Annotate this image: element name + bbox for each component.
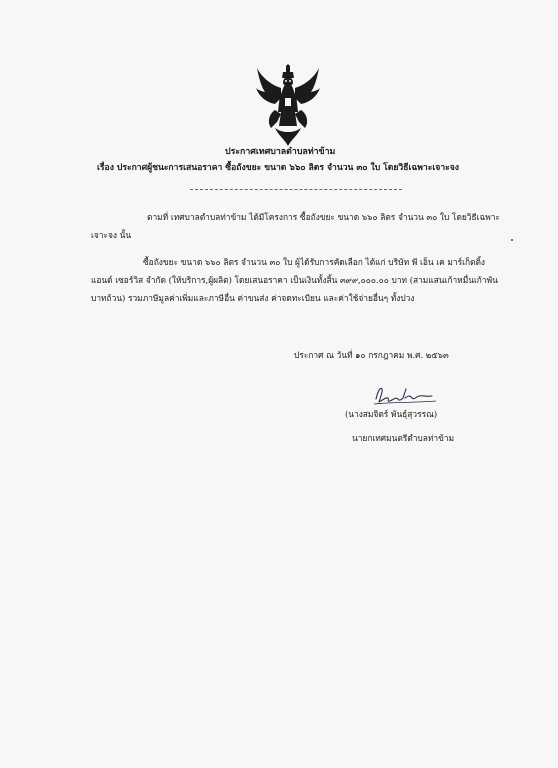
scan-speck: [511, 239, 513, 241]
announcement-org-title: ประกาศเทศบาลตำบลท่าข้าม: [225, 147, 336, 157]
announcement-subject: เรื่อง ประกาศผู้ชนะการเสนอราคา ซื้อถังขยะ ขนาด ๖๖๐ ลิตร จำนวน ๓๐ ใบ โดยวิธีเฉพาะเจาะจง: [97, 163, 459, 173]
body-para2-line2: แอนด์ เซอร์วิส จำกัด (ให้บริการ,ผู้ผลิต) โดยเสนอราคา เป็นเงินทั้งสิ้น ๓๙๙,๐๐๐.๐๐ บาท (สามแสนเก้าหมื่นเก้าพัน: [91, 275, 498, 285]
signer-position: นายกเทศมนตรีตำบลท่าข้าม: [352, 433, 455, 443]
body-para1-line2: เจาะจง นั้น: [91, 230, 132, 240]
garuda-emblem-icon: [255, 64, 321, 146]
body-para2-line1: ซื้อถังขยะ ขนาด ๖๖๐ ลิตร จำนวน ๓๐ ใบ ผู้ได้รับการคัดเลือก ได้แก่ บริษัท พี เอ็น เค มาร์เก็ตติ้ง: [143, 257, 486, 267]
signer-name: (นางสมจิตร์ พันธุ์สุวรรณ): [345, 409, 438, 419]
body-para2-line3: บาทถ้วน) รวมภาษีมูลค่าเพิ่มและภาษีอื่น ค่าขนส่ง ค่าจดทะเบียน และค่าใช้จ่ายอื่นๆ ทั้งปวง: [91, 293, 415, 303]
body-para1-line1: ตามที่ เทศบาลตำบลท่าข้าม ได้มีโครงการ ซื้อถังขยะ ขนาด ๖๖๐ ลิตร จำนวน ๓๐ ใบ โดยวิธีเฉพาะ: [147, 212, 500, 222]
announcement-date: ประกาศ ณ วันที่ ๑๐ กรกฎาคม พ.ศ. ๒๕๖๓: [294, 350, 449, 360]
handwritten-signature: [370, 383, 440, 407]
divider: [190, 189, 402, 190]
